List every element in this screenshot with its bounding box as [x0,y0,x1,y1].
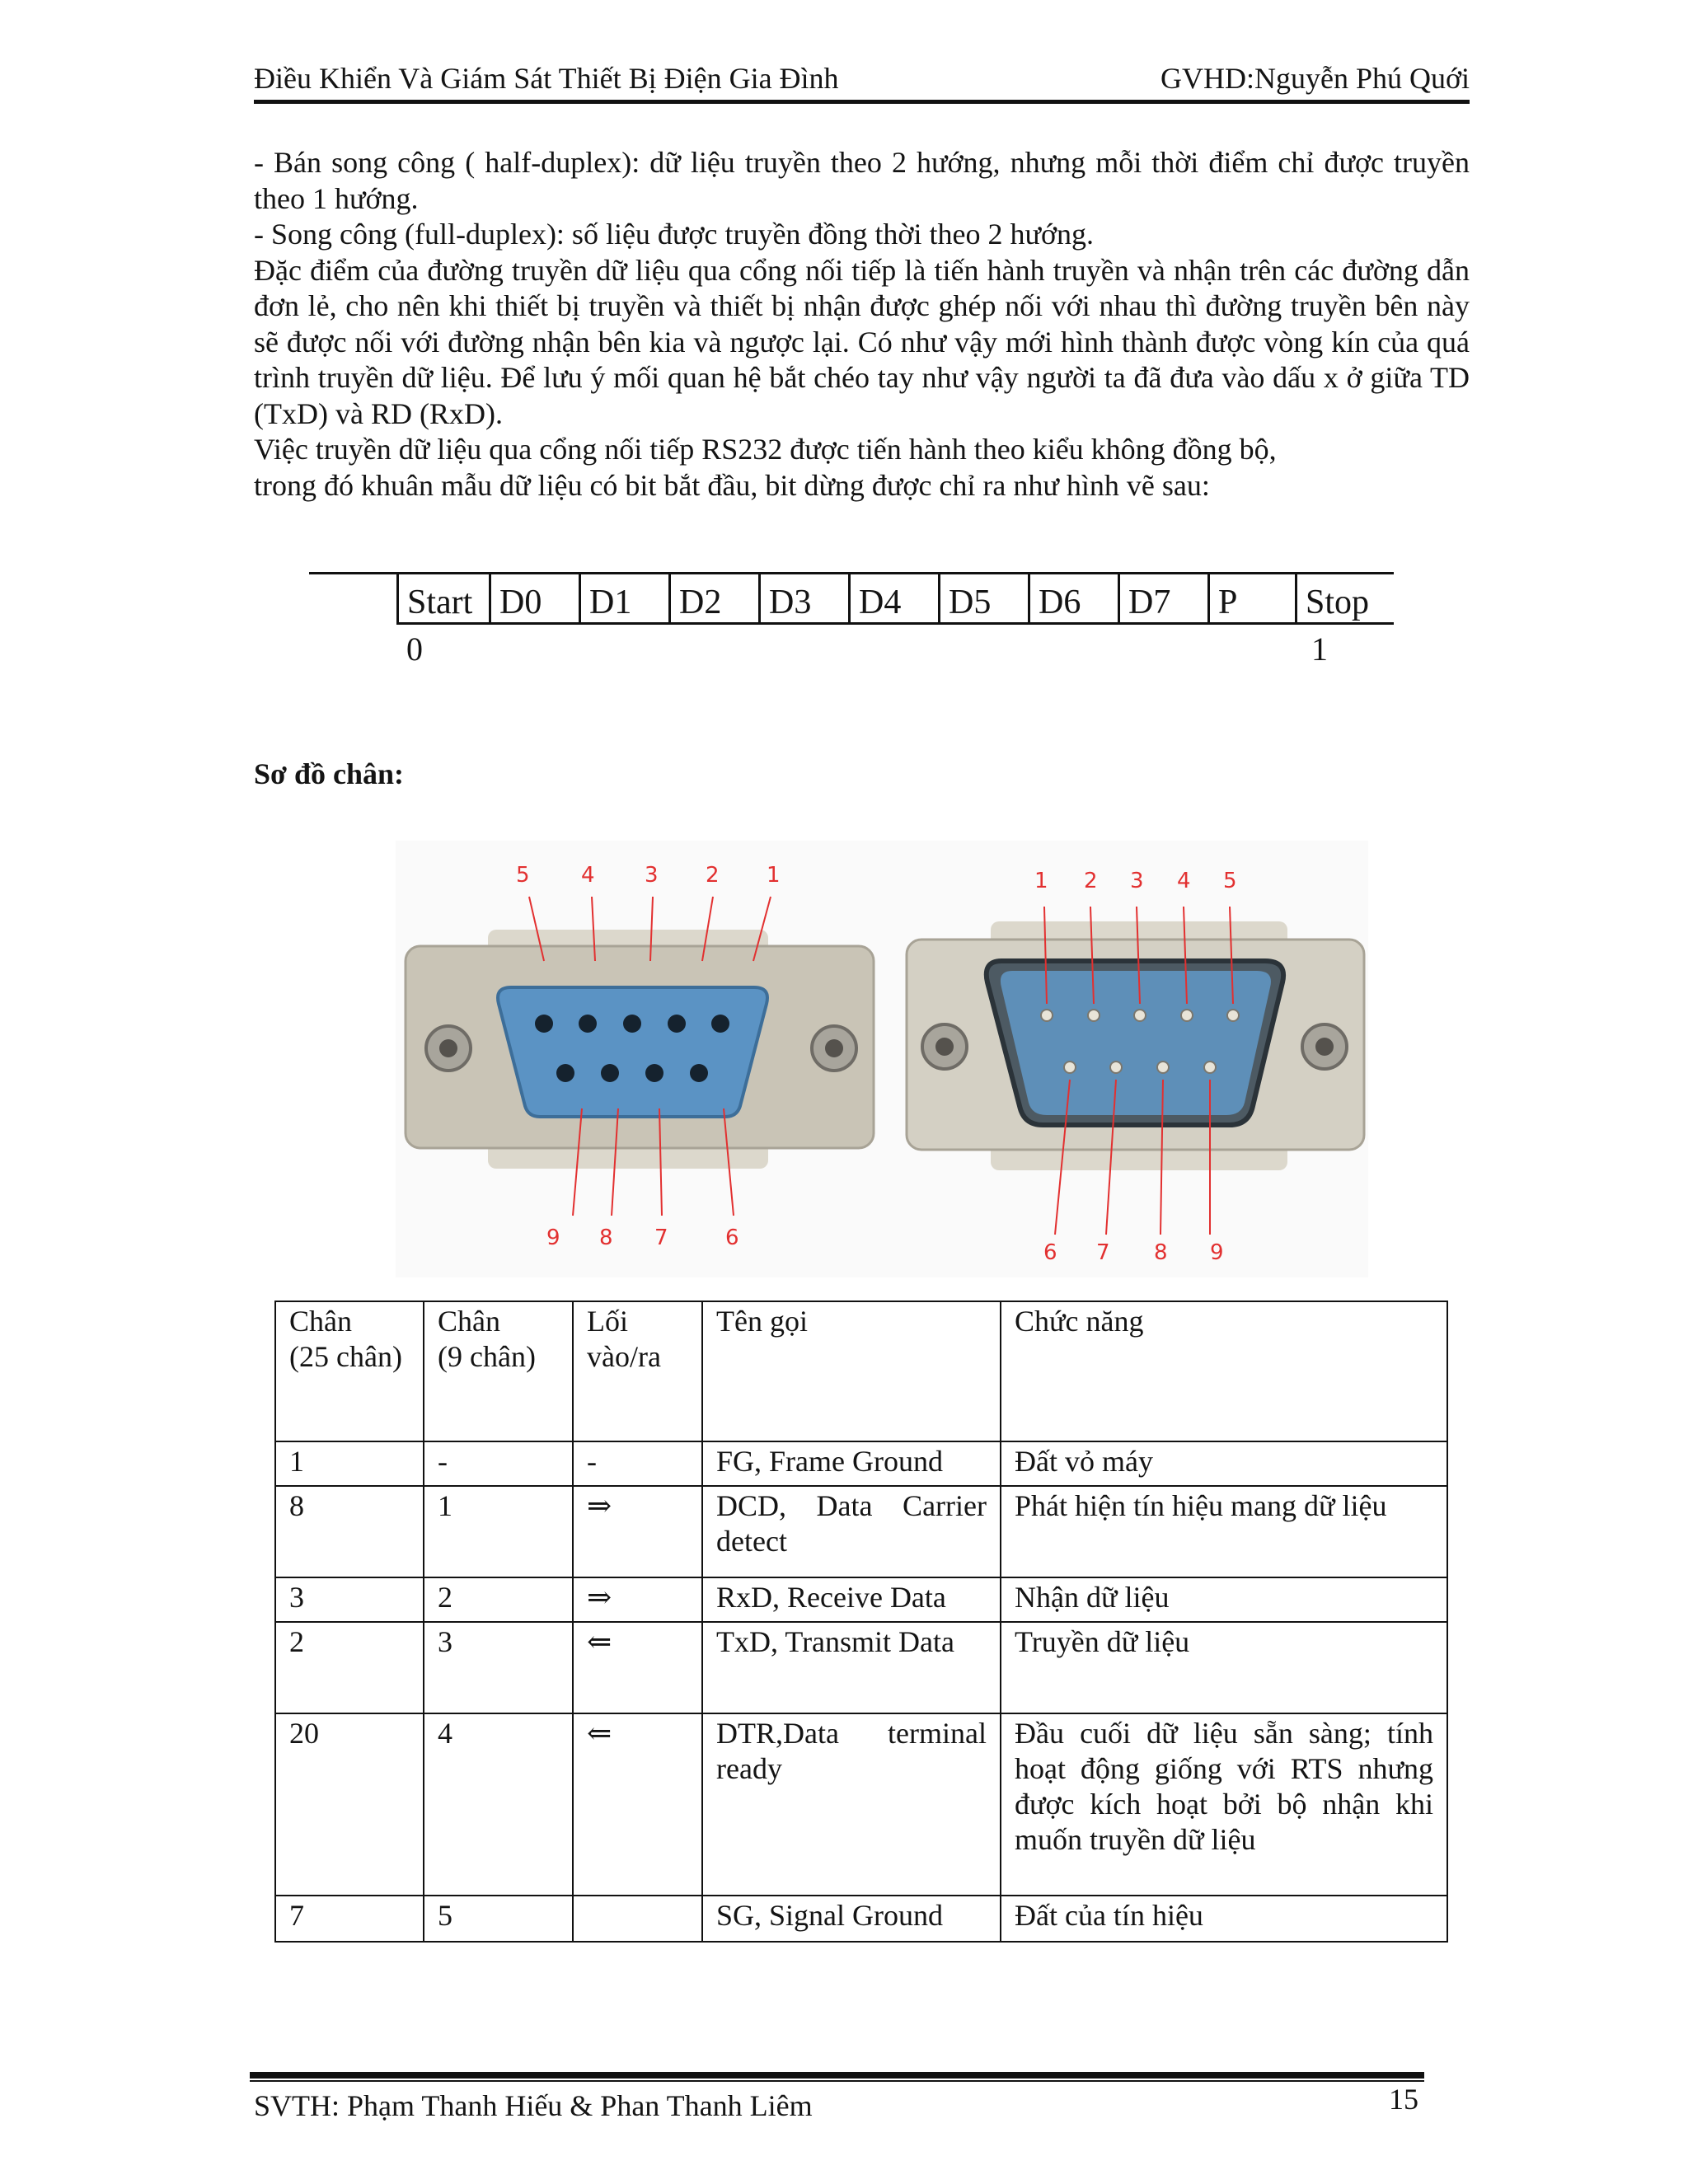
table-row [275,1577,1447,1622]
cell-direction: ⇒ [573,1486,702,1577]
cell-pin25: 1 [275,1441,424,1486]
frame-cell-d1: D1 [579,572,668,625]
cell-name: DTR,Data terminal ready [702,1713,1001,1896]
cell-pin9: 2 [424,1577,573,1622]
frame-start-bit-value: 0 [406,630,423,668]
frame-cell-d4: D4 [848,572,938,625]
body-text [254,145,1470,504]
frame-cell-d6: D6 [1028,572,1118,625]
cell-direction: ⇒ [573,1577,702,1622]
cell-pin9: - [424,1441,573,1486]
cell-pin25: 20 [275,1713,424,1896]
table-row [275,1441,1447,1486]
cell-function: Truyền dữ liệu [1001,1622,1447,1713]
cell-direction: - [573,1441,702,1486]
cell-pin9: 1 [424,1486,573,1577]
cell-function: Đất vỏ máy [1001,1441,1447,1486]
frame-cell-d7: D7 [1118,572,1207,625]
frame-cell-d2: D2 [668,572,758,625]
paragraph-half-duplex: - Bán song công ( half-duplex): dữ liệu truyền theo 2 hướng, nhưng mỗi thời điểm chỉ được truyền theo 1 hướng. [254,146,1470,215]
header-pin25: Chân (25 chân) [275,1301,424,1441]
cell-pin25: 2 [275,1622,424,1713]
cell-direction: ⇐ [573,1622,702,1713]
table-header-row [275,1301,1447,1441]
header-instructor: GVHD:Nguyễn Phú Quới [1160,62,1470,95]
female-bottom-label-4: 6 [725,1226,739,1250]
cell-pin25: 7 [275,1896,424,1942]
frame-cell-d3: D3 [758,572,848,625]
cell-function: Nhận dữ liệu [1001,1577,1447,1622]
table-row [275,1713,1447,1896]
cell-direction: ⇐ [573,1713,702,1896]
page-number: 15 [1389,2083,1418,2116]
header-direction: Lối vào/ra [573,1301,702,1441]
male-top-label-3: 3 [1130,869,1144,893]
male-top-label-2: 2 [1084,869,1098,893]
header-name: Tên gọi [702,1301,1001,1441]
paragraph-rs232-async: Việc truyền dữ liệu qua cổng nối tiếp RS232 được tiến hành theo kiểu không đồng bộ, [254,433,1277,466]
pinout-table [274,1301,1448,1943]
cell-name: DCD, Data Carrier detect [702,1486,1001,1577]
paragraph-full-duplex: - Song công (full-duplex): số liệu được truyền đồng thời theo 2 hướng. [254,218,1094,251]
table-row [275,1622,1447,1713]
cell-pin25: 3 [275,1577,424,1622]
paragraph-frame-intro: trong đó khuân mẫu dữ liệu có bit bắt đầu, bit dừng được chỉ ra như hình vẽ sau: [254,468,1210,502]
cell-pin9: 5 [424,1896,573,1942]
male-bottom-label-2: 7 [1096,1240,1110,1265]
cell-name: FG, Frame Ground [702,1441,1001,1486]
cell-name: RxD, Receive Data [702,1577,1001,1622]
table-row [275,1486,1447,1577]
female-top-label-1: 5 [516,863,530,888]
header-function: Chức năng [1001,1301,1447,1441]
female-bottom-label-1: 9 [546,1226,560,1250]
cell-name: SG, Signal Ground [702,1896,1001,1942]
header-title: Điều Khiển Và Giám Sát Thiết Bị Điện Gia Đình [254,62,839,95]
male-top-label-1: 1 [1034,869,1048,893]
cell-function: Phát hiện tín hiệu mang dữ liệu [1001,1486,1447,1577]
cell-function: Đất của tín hiệu [1001,1896,1447,1942]
female-bottom-label-3: 7 [654,1226,668,1250]
female-top-label-2: 4 [581,863,595,888]
frame-cell-d0: D0 [489,572,579,625]
male-top-label-5: 5 [1223,869,1237,893]
cell-pin25: 8 [275,1486,424,1577]
frame-cell-parity: P [1207,572,1295,625]
footer-authors: SVTH: Phạm Thanh Hiếu & Phan Thanh Liêm [254,2089,813,2122]
db9-connectors-photo [396,841,1368,1277]
frame-cell-stop: Stop [1295,572,1394,625]
male-bottom-label-4: 9 [1210,1240,1224,1265]
frame-stop-bit-value: 1 [1311,630,1328,668]
female-bottom-label-2: 8 [599,1226,613,1250]
male-bottom-label-3: 8 [1154,1240,1168,1265]
table-row [275,1896,1447,1942]
page-header [254,54,1470,104]
cell-pin9: 4 [424,1713,573,1896]
header-pin9: Chân (9 chân) [424,1301,573,1441]
female-top-label-4: 2 [706,863,720,888]
section-title-pinout: Sơ đồ chân: [254,757,404,790]
paragraph-serial-characteristics: Đặc điểm của đường truyền dữ liệu qua cổng nối tiếp là tiến hành truyền và nhận trên các đường dẫn đơn lẻ, cho nên khi thiết bị truyền và thiết bị nhận được ghép nối với nhau thì đường truyền bên này sẽ được nối với đường nhận bên kia và ngược lại. Có như vậy mới hình thành được vòng kín của quá trình truyền dữ liệu. Để lưu ý mối quan hệ bắt chéo tay như vậy người ta đã đưa vào dấu x ở giữa TD (TxD) và RD (RxD). [254,253,1470,430]
male-top-label-4: 4 [1177,869,1191,893]
female-top-label-3: 3 [645,863,659,888]
frame-cell-start: Start [396,572,489,625]
cell-name: TxD, Transmit Data [702,1622,1001,1713]
footer-divider [250,2072,1424,2082]
uart-frame-diagram [309,572,1394,679]
cell-function: Đầu cuối dữ liệu sẵn sàng; tính hoạt động giống với RTS nhưng được kích hoạt bởi bộ nhận khi muốn truyền dữ liệu [1001,1713,1447,1896]
cell-pin9: 3 [424,1622,573,1713]
frame-cell-d5: D5 [938,572,1028,625]
male-bottom-label-1: 6 [1043,1240,1057,1265]
female-top-label-5: 1 [767,863,781,888]
cell-direction [573,1896,702,1942]
frame-idle-line [309,572,396,574]
